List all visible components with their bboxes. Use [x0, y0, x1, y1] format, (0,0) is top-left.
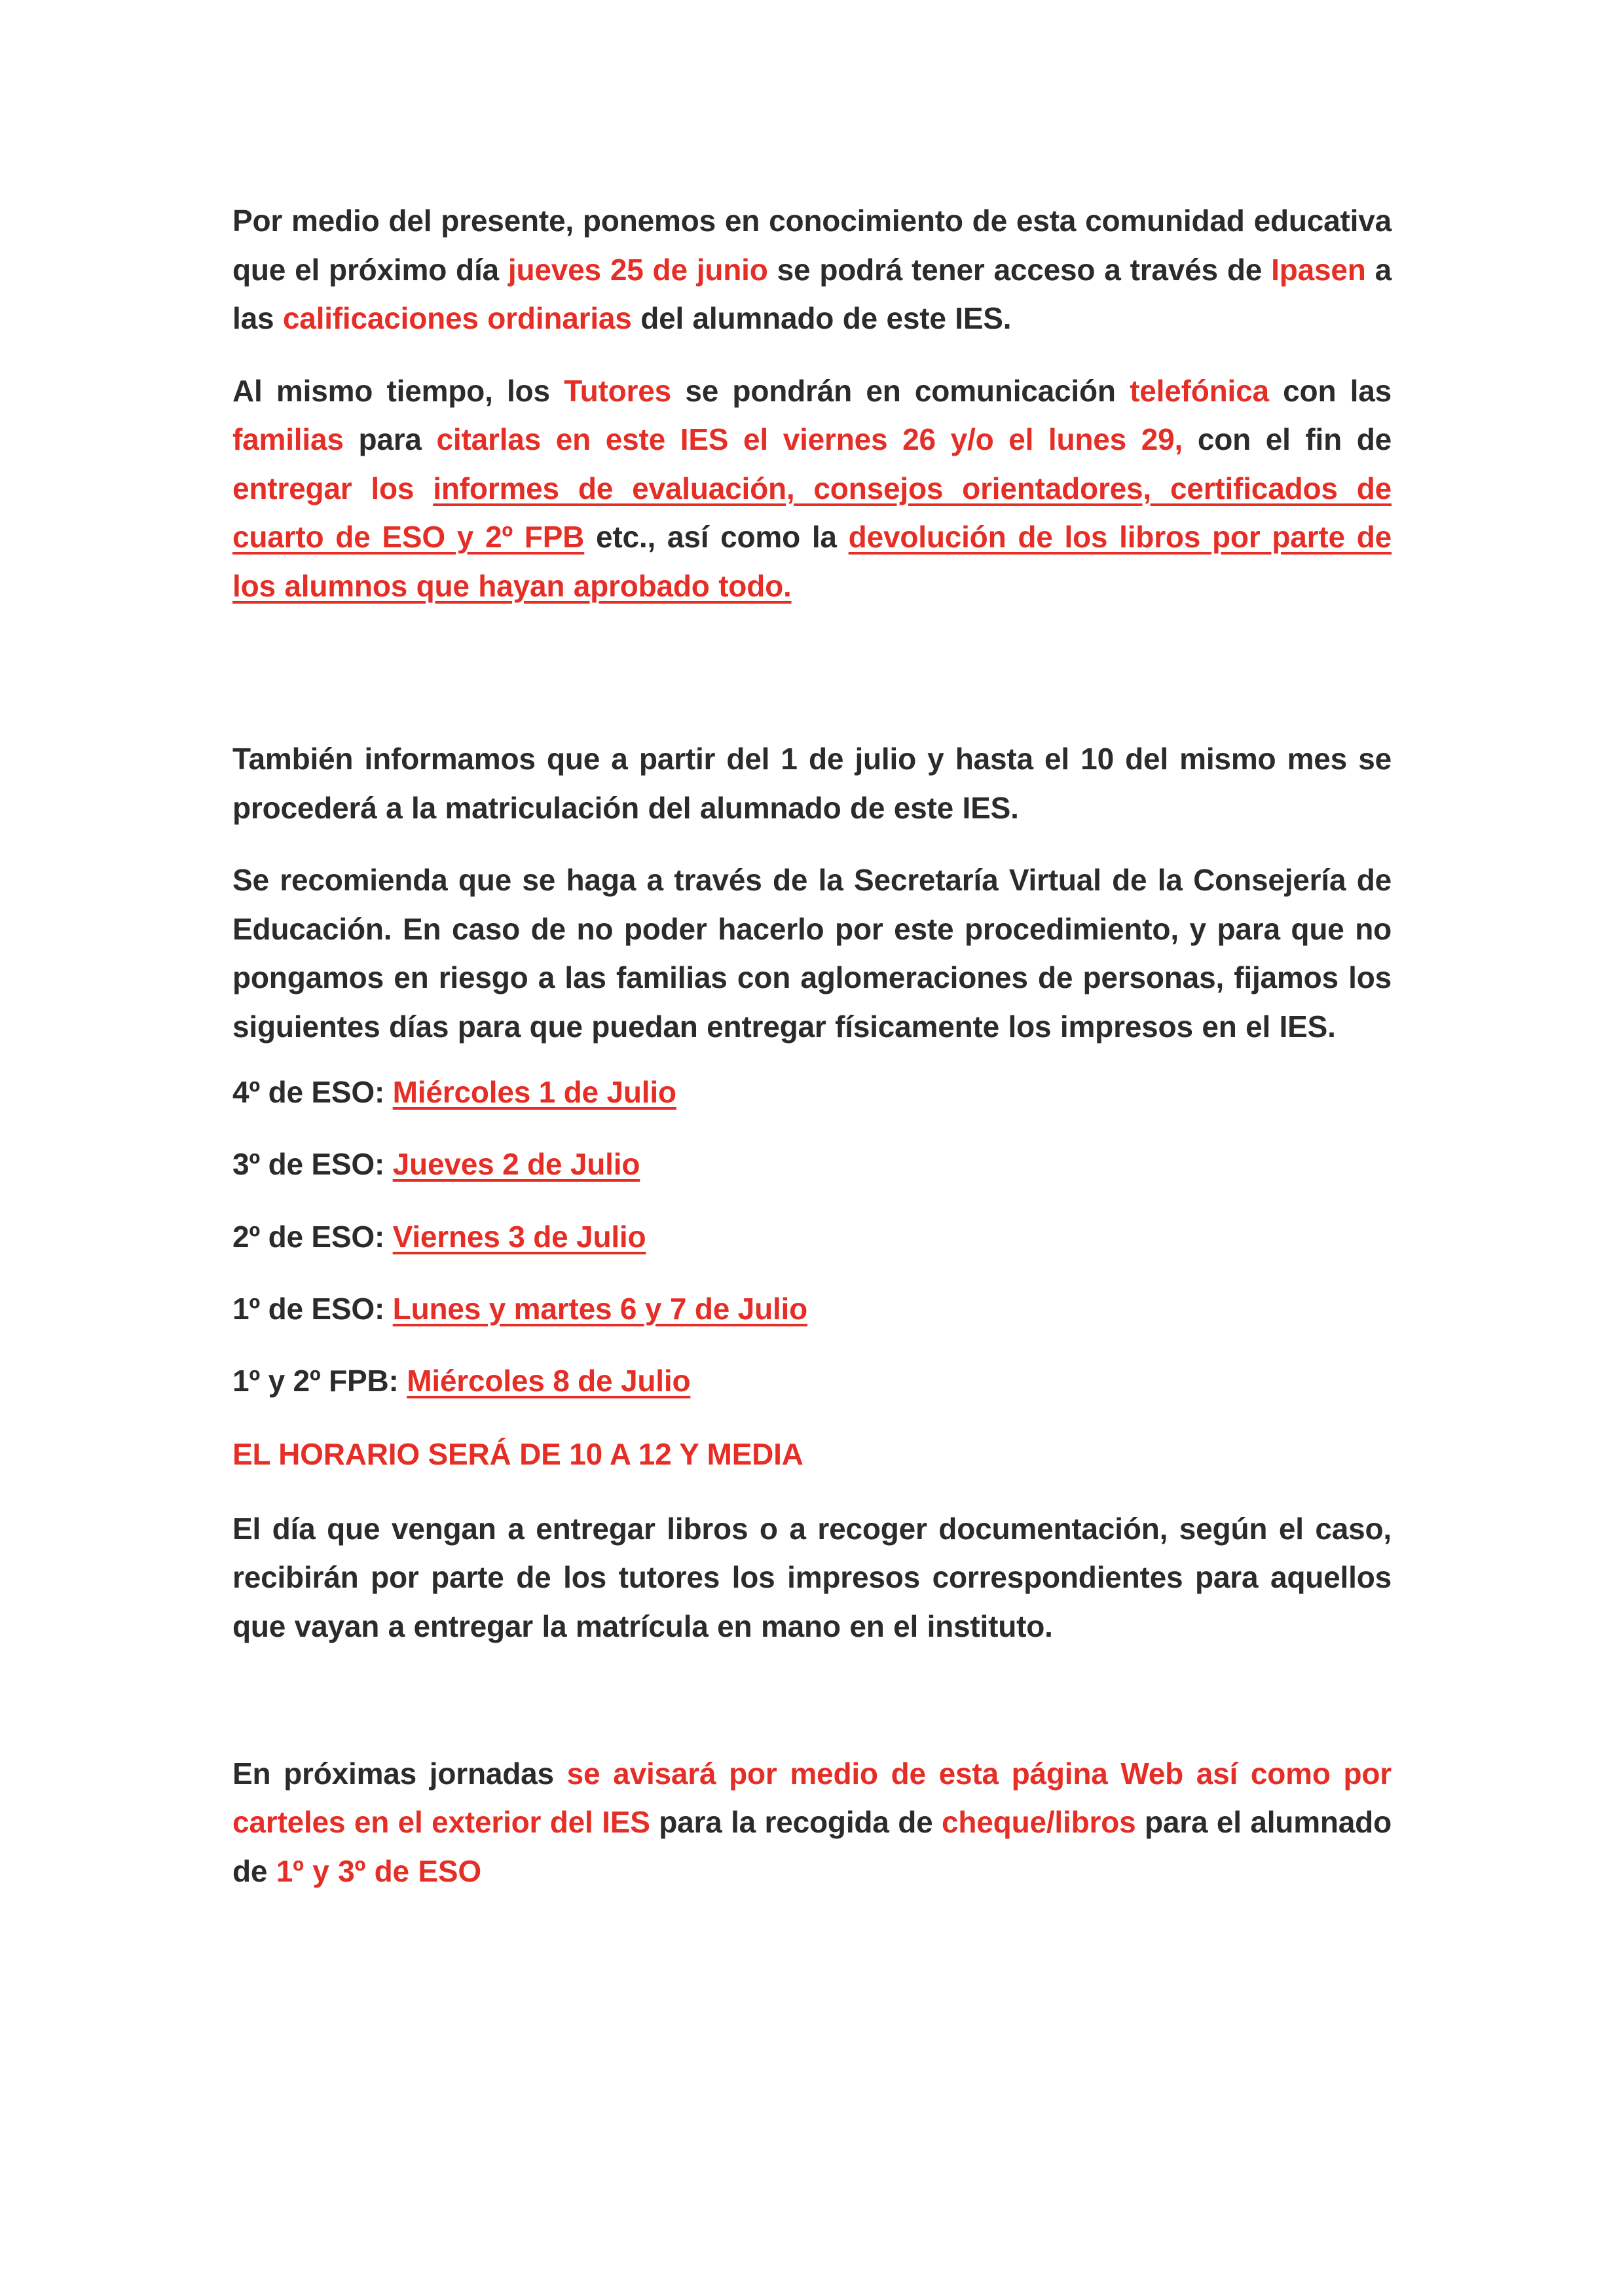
text-run: se podrá tener acceso a través de: [767, 252, 1272, 287]
text-run: Al mismo tiempo, los: [232, 373, 564, 408]
paragraph-secretaria-virtual: Se recomienda que se haga a través de la Secretaría Virtual de la Consejería de Educación. En caso de no poder hacerlo por este procedimiento, y para que no pongamos en riesgo a las familias con aglomeraciones de personas, fijamos los siguientes días para que puedan entregar físicamente los impresos en el IES.: [232, 863, 1392, 1044]
paragraph-matriculacion-fechas: También informamos que a partir del 1 de julio y hasta el 10 del mismo mes se procederá a la matriculación del alumnado de este IES.: [232, 742, 1392, 825]
highlight-familias: familias: [232, 422, 344, 457]
list-item: [232, 1074, 1392, 1110]
schedule-hours-notice: EL HORARIO SERÁ DE 10 A 12 Y MEDIA: [232, 1437, 803, 1472]
text-run: del alumnado de este IES.: [631, 301, 1012, 336]
text-run: etc., así como la: [584, 520, 849, 555]
text-run: con el fin de: [1183, 422, 1392, 457]
schedule-date-value: Viernes 3 de Julio: [392, 1219, 646, 1254]
text-run: para el alumnado de: [232, 1805, 1392, 1888]
list-item: [232, 1291, 1392, 1327]
paragraph-avisos-web-carteles: [232, 1749, 1392, 1896]
schedule-grade-label: 1º y 2º FPB:: [232, 1363, 407, 1398]
schedule-grade-label: 3º de ESO:: [232, 1147, 393, 1182]
text-run: Por medio del presente, ponemos en conocimiento de esta comunidad educativa que el próximo día: [232, 204, 1392, 287]
text-run: a las: [232, 252, 1392, 336]
schedule-grade-label: 2º de ESO:: [232, 1219, 393, 1254]
list-item: [232, 1219, 1392, 1255]
schedule-grade-label: 1º de ESO:: [232, 1291, 393, 1326]
highlight-telefonica: telefónica: [1130, 373, 1269, 408]
highlight-aviso-web-carteles: se avisará por medio de esta página Web así como por carteles en el exterior del IES: [232, 1756, 1392, 1840]
schedule-date-value: Jueves 2 de Julio: [392, 1147, 640, 1182]
highlight-entregar-los: entregar los: [232, 471, 434, 505]
highlight-cheque-libros: cheque/libros: [942, 1805, 1136, 1840]
highlight-fecha-jueves: jueves 25 de junio: [507, 252, 768, 287]
highlight-devolucion-libros: devolución de los libros por parte de los alumnos que hayan aprobado todo.: [232, 520, 1392, 603]
text-run: se pondrán en comunicación: [671, 373, 1130, 408]
section-proximos-avisos: [232, 1749, 1392, 1896]
schedule-date-value: Miércoles 8 de Julio: [407, 1363, 691, 1398]
text-run: para la recogida de: [650, 1805, 942, 1840]
highlight-tutores: Tutores: [564, 373, 672, 408]
section-spacer: [232, 1651, 1392, 1749]
schedule-date-value: Miércoles 1 de Julio: [392, 1075, 676, 1110]
highlight-calificaciones: calificaciones ordinarias: [282, 301, 632, 336]
list-item: [232, 1363, 1392, 1399]
schedule-grade-label: 4º de ESO:: [232, 1075, 393, 1110]
section-matriculacion: [232, 735, 1392, 1650]
schedule-date-value: Lunes y martes 6 y 7 de Julio: [392, 1291, 808, 1326]
text-run: con las: [1268, 373, 1392, 408]
section-calificaciones: [232, 196, 1392, 610]
highlight-informes-certificados: informes de evaluación, consejos orientadores, certificados de cuarto de ESO y 2º FPB: [232, 471, 1392, 555]
list-item: [232, 1146, 1392, 1182]
highlight-cursos-eso: 1º y 3º de ESO: [276, 1853, 481, 1888]
text-run: En próximas jornadas: [232, 1756, 567, 1791]
text-run: para: [343, 422, 437, 457]
document-body: [232, 196, 1392, 1895]
paragraph-entrega-impresos: El día que vengan a entregar libros o a recoger documentación, según el caso, recibirán por parte de los tutores los impresos correspondientes para aquellos que vayan a entregar la matrícula en mano en el instituto.: [232, 1511, 1392, 1643]
paragraph-ipasen-access: [232, 196, 1392, 343]
section-spacer: [232, 610, 1392, 735]
highlight-ipasen: Ipasen: [1271, 252, 1366, 287]
paragraph-tutores-comunicacion: [232, 367, 1392, 611]
schedule-list: [232, 1074, 1392, 1399]
highlight-citarlas-fechas: citarlas en este IES el viernes 26 y/o el lunes 29,: [436, 422, 1183, 457]
